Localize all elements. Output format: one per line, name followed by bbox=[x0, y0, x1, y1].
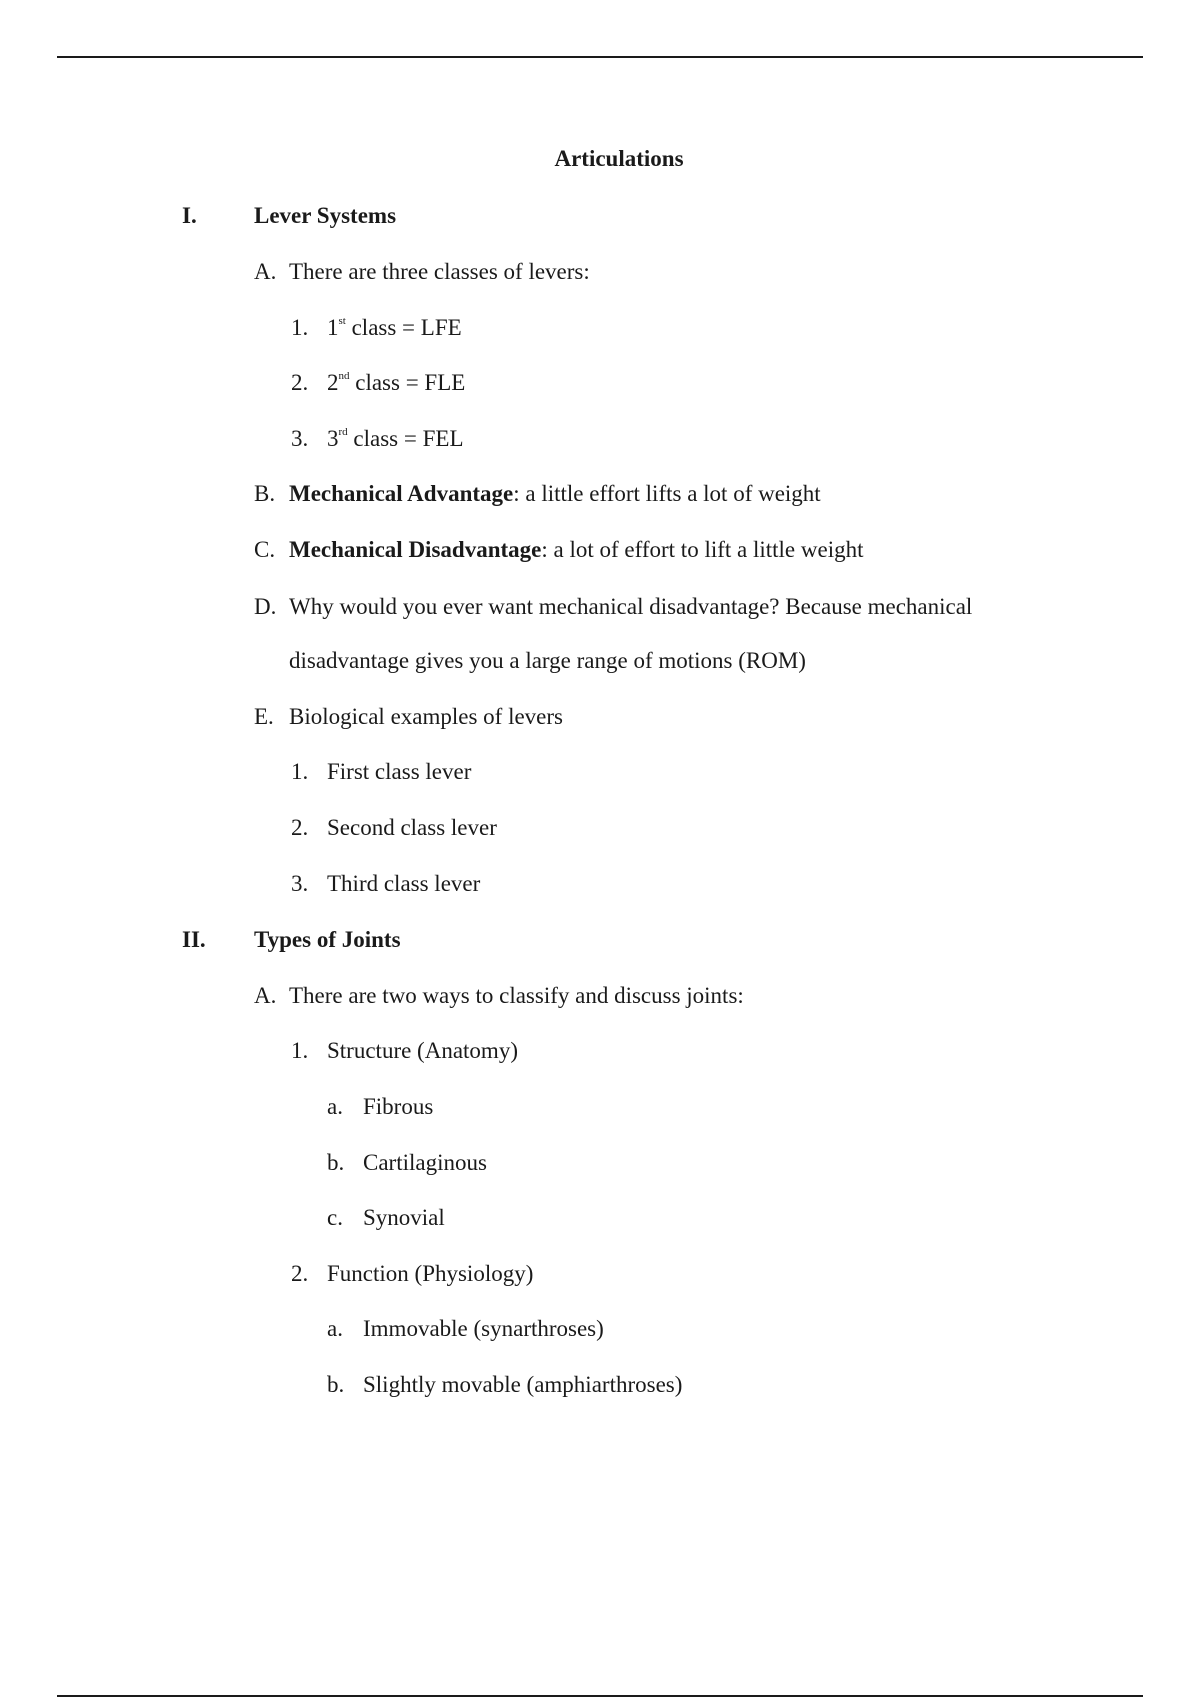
item-text: disadvantage gives you a large range of motions (ROM) bbox=[289, 648, 806, 673]
item-text: Structure (Anatomy) bbox=[327, 1038, 518, 1063]
footer-rule bbox=[57, 1695, 1143, 1697]
item-marker: 1. bbox=[291, 1038, 309, 1063]
item-text: Third class lever bbox=[327, 871, 481, 896]
section-numeral: I. bbox=[182, 203, 197, 228]
item-text: Biological examples of levers bbox=[289, 704, 564, 729]
item-marker: 1. bbox=[291, 315, 309, 340]
item-text: Cartilaginous bbox=[363, 1150, 487, 1175]
item-text: Why would you ever want mechanical disadvantage? Because mechanical bbox=[289, 594, 973, 619]
item-text: Slightly movable (amphiarthroses) bbox=[363, 1372, 683, 1397]
item-marker: C. bbox=[254, 537, 276, 562]
item-text: There are three classes of levers: bbox=[289, 259, 590, 284]
item-text: Fibrous bbox=[363, 1094, 434, 1119]
item-text: 2nd class = FLE bbox=[327, 370, 466, 395]
item-marker: 2. bbox=[291, 1261, 309, 1286]
item-text: Synovial bbox=[363, 1205, 445, 1230]
defined-term: Mechanical Advantage bbox=[289, 481, 514, 506]
item-marker: b. bbox=[327, 1150, 345, 1175]
item-text: There are two ways to classify and discuss joints: bbox=[289, 983, 744, 1008]
defined-term: Mechanical Disadvantage bbox=[289, 537, 542, 562]
section-numeral: II. bbox=[182, 927, 206, 952]
item-text: Immovable (synarthroses) bbox=[363, 1316, 604, 1341]
item-marker: 2. bbox=[291, 815, 309, 840]
item-marker: B. bbox=[254, 481, 276, 506]
item-marker: A. bbox=[254, 983, 277, 1008]
item-text: Second class lever bbox=[327, 815, 497, 840]
item-marker: D. bbox=[254, 594, 277, 619]
section-title: Lever Systems bbox=[254, 203, 397, 228]
item-text: Mechanical Disadvantage: a lot of effort to lift a little weight bbox=[289, 537, 864, 562]
item-marker: a. bbox=[327, 1316, 343, 1341]
item-marker: E. bbox=[254, 704, 274, 729]
item-marker: 3. bbox=[291, 426, 309, 451]
item-marker: 1. bbox=[291, 759, 309, 784]
item-marker: c. bbox=[327, 1205, 343, 1230]
item-marker: 2. bbox=[291, 370, 309, 395]
item-marker: b. bbox=[327, 1372, 345, 1397]
item-text: First class lever bbox=[327, 759, 472, 784]
item-text: Function (Physiology) bbox=[327, 1261, 534, 1286]
item-marker: 3. bbox=[291, 871, 309, 896]
item-text: Mechanical Advantage: a little effort lifts a lot of weight bbox=[289, 481, 821, 506]
item-marker: a. bbox=[327, 1094, 343, 1119]
item-text: 3rd class = FEL bbox=[327, 426, 464, 451]
item-marker: A. bbox=[254, 259, 277, 284]
section-title: Types of Joints bbox=[254, 927, 401, 952]
document-title: Articulations bbox=[554, 146, 684, 171]
item-text: 1st class = LFE bbox=[327, 315, 462, 340]
